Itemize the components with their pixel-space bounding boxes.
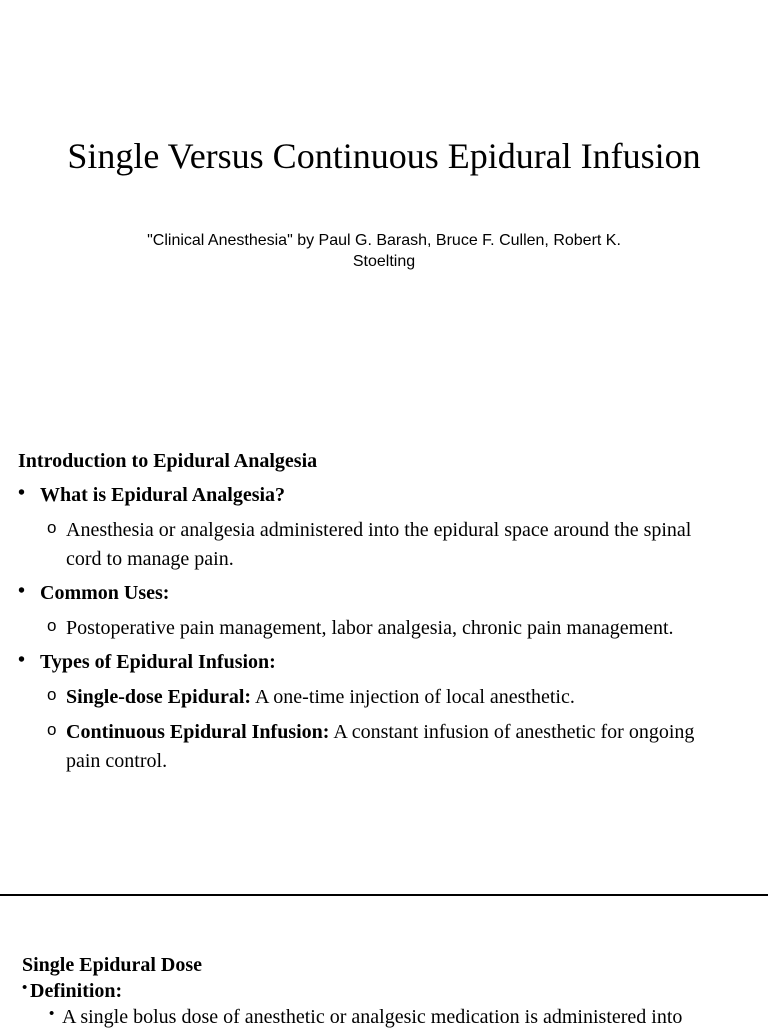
bullet-icon: • — [18, 482, 26, 504]
bullet-item — [18, 482, 718, 508]
bullet-icon: • — [18, 649, 26, 671]
slide-2 — [0, 896, 768, 1028]
sub-bullet-label: Continuous Epidural Infusion: — [66, 721, 330, 743]
bullet-icon: • — [22, 980, 28, 996]
slide-content — [22, 952, 768, 1030]
circle-bullet-icon: o — [47, 518, 57, 537]
sub-bullet-text: A single bolus dose of anesthetic or analgesic medication is administered into — [62, 1006, 683, 1028]
slide-title: Single Versus Continuous Epidural Infusion — [67, 136, 701, 176]
circle-bullet-icon: o — [47, 685, 57, 704]
bullet-item — [18, 580, 718, 606]
sub-bullet-item — [18, 683, 718, 712]
bullet-label: Common Uses: — [40, 582, 170, 604]
bullet-label: Definition: — [30, 980, 123, 1002]
sub-bullet-text: A one-time injection of local anesthetic. — [251, 686, 575, 708]
sub-bullet-text: A constant infusion of anesthetic for ongoing pain control. — [66, 721, 695, 772]
bullet-icon: • — [49, 1006, 55, 1022]
sub-bullet-text: Postoperative pain management, labor analgesia, chronic pain management. — [66, 617, 674, 639]
bullet-item — [22, 978, 768, 1004]
circle-bullet-icon: o — [47, 720, 57, 739]
section-heading: Introduction to Epidural Analgesia — [18, 450, 318, 472]
sub-bullet-item — [18, 516, 718, 574]
section-heading: Single Epidural Dose — [22, 954, 203, 976]
sub-bullet-item — [22, 1004, 768, 1030]
slide-content — [18, 448, 718, 782]
bullet-label: Types of Epidural Infusion: — [40, 651, 276, 673]
sub-bullet-text: Anesthesia or analgesia administered into the epidural space around the spinal cord to manage pain. — [66, 519, 692, 570]
circle-bullet-icon: o — [47, 616, 57, 635]
sub-bullet-item — [18, 614, 718, 643]
bullet-label: What is Epidural Analgesia? — [40, 484, 286, 506]
bullet-icon: • — [18, 580, 26, 602]
bullet-item — [18, 649, 718, 675]
sub-bullet-label: Single-dose Epidural: — [66, 686, 252, 708]
slide-subtitle: "Clinical Anesthesia" by Paul G. Barash, Bruce F. Cullen, Robert K. Stoelting — [147, 232, 621, 270]
sub-bullet-item — [18, 718, 718, 776]
